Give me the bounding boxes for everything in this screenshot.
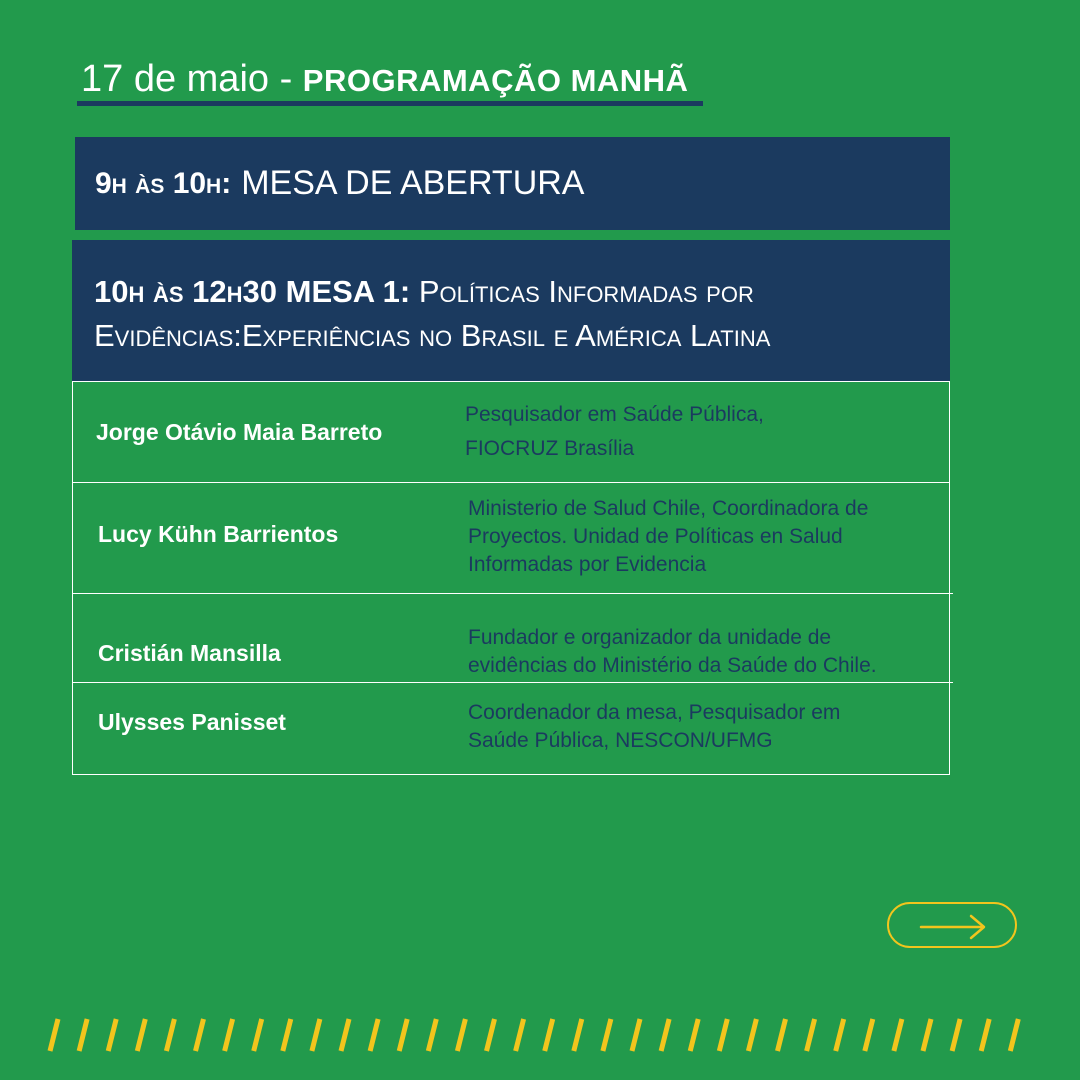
speaker-role (465, 398, 764, 466)
table-row (73, 382, 949, 482)
title-program: PROGRAMAÇÃO MANHÃ (302, 63, 689, 98)
stripe-mark (952, 1019, 960, 1051)
stripe-mark (748, 1019, 756, 1051)
speaker-role-line: Informadas por Evidencia (468, 553, 707, 576)
speaker-role-line: Saúde Pública, NESCON/UFMG (468, 729, 773, 752)
title-date: 17 de maio - (81, 58, 303, 100)
speaker-name: Jorge Otávio Maia Barreto (96, 419, 383, 445)
session-opening-bar (75, 137, 950, 230)
stripe-mark (428, 1019, 436, 1051)
speakers-table (72, 381, 950, 775)
speaker-role (468, 699, 840, 755)
session-mesa1-time: 10h às 12h30 MESA 1: (94, 274, 411, 309)
stripe-mark (399, 1019, 407, 1051)
stripe-mark (778, 1019, 786, 1051)
stripe-mark (196, 1019, 204, 1051)
stripe-mark (719, 1019, 727, 1051)
stripe-mark (137, 1019, 145, 1051)
table-row (73, 593, 953, 682)
table-row (73, 482, 949, 593)
decorative-stripes (40, 1015, 1050, 1055)
speaker-role-line: Proyectos. Unidad de Políticas en Salud (468, 525, 843, 548)
stripe-mark (108, 1019, 116, 1051)
stripe-mark (661, 1019, 669, 1051)
stripe-mark (370, 1019, 378, 1051)
speaker-role-line: Fundador e organizador da unidade de (468, 626, 832, 649)
stripe-mark (690, 1019, 698, 1051)
stripe-mark (981, 1019, 989, 1051)
stripe-mark (312, 1019, 320, 1051)
stripe-mark (807, 1019, 815, 1051)
speaker-name: Cristián Mansilla (98, 640, 281, 666)
stripe-mark (79, 1019, 87, 1051)
speaker-role (468, 624, 877, 680)
stripe-mark (923, 1019, 931, 1051)
speaker-name: Ulysses Panisset (98, 709, 286, 735)
stripe-mark (283, 1019, 291, 1051)
speaker-role-line: FIOCRUZ Brasília (465, 437, 635, 460)
table-row (73, 682, 953, 774)
stripe-mark (894, 1019, 902, 1051)
session-mesa1-title-line1: Políticas Informadas por (418, 274, 754, 309)
stripe-mark (50, 1019, 58, 1051)
stripe-mark (574, 1019, 582, 1051)
stripe-mark (516, 1019, 524, 1051)
session-mesa1-bar (72, 240, 950, 382)
stripe-mark (836, 1019, 844, 1051)
stripe-mark (225, 1019, 233, 1051)
stripe-mark (545, 1019, 553, 1051)
stripe-mark (487, 1019, 495, 1051)
speaker-role-line: evidências do Ministério da Saúde do Chile. (468, 654, 877, 677)
page-title (77, 54, 703, 106)
next-button[interactable] (887, 902, 1017, 948)
stripe-mark (865, 1019, 873, 1051)
session-opening-title: MESA DE ABERTURA (241, 164, 585, 202)
speaker-role-line: Ministerio de Salud Chile, Coordinadora de (468, 497, 869, 520)
session-mesa1-title-line2: Evidências:Experiências no Brasil e América Latina (94, 318, 771, 353)
speaker-role-line: Coordenador da mesa, Pesquisador em (468, 701, 841, 724)
stripe-mark (166, 1019, 174, 1051)
arrow-right-icon (919, 914, 987, 940)
speaker-role-line: Pesquisador em Saúde Pública, (465, 403, 764, 426)
stripe-mark (603, 1019, 611, 1051)
stripe-mark (254, 1019, 262, 1051)
speaker-role (468, 495, 868, 579)
speaker-name: Lucy Kühn Barrientos (98, 521, 339, 547)
stripe-mark (341, 1019, 349, 1051)
session-opening-time: 9h às 10h: (95, 166, 232, 200)
stripe-mark (457, 1019, 465, 1051)
stripe-mark (632, 1019, 640, 1051)
stripe-mark (1010, 1019, 1018, 1051)
